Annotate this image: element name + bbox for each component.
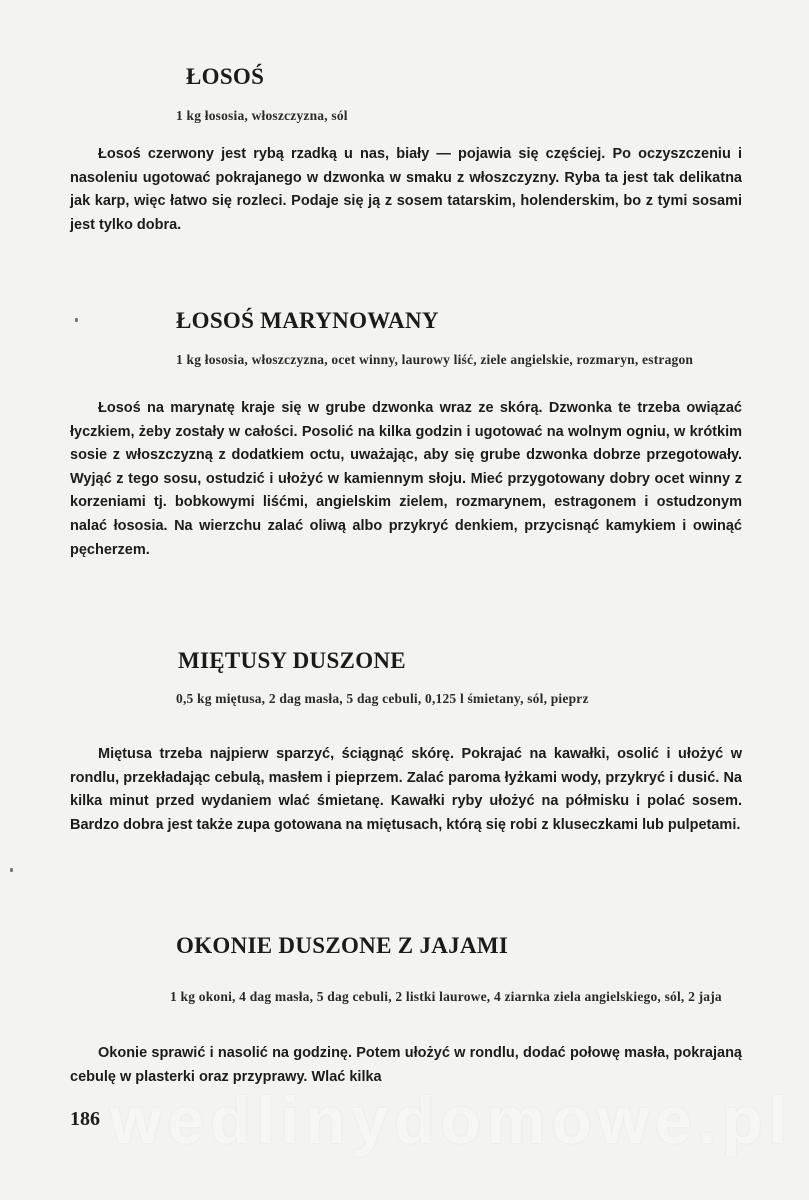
recipe-ingredients-mietusy-duszone: 0,5 kg miętusa, 2 dag masła, 5 dag cebuli, 0,125 l śmietany, sól, pieprz <box>176 691 589 706</box>
page-number: 186 <box>70 1108 100 1130</box>
recipe-ingredients-okonie-duszone: 1 kg okoni, 4 dag masła, 5 dag cebuli, 2 listki laurowe, 4 ziarnka ziela angielskiego, sól, 2 jaja <box>170 989 722 1004</box>
recipe-ingredients-losos: 1 kg łososia, włoszczyzna, sól <box>176 108 348 123</box>
recipe-title-losos: ŁOSOŚ <box>186 64 265 89</box>
recipe-title-okonie-duszone: OKONIE DUSZONE Z JAJAMI <box>176 933 509 958</box>
watermark-text: wedlinydomowe.pl <box>110 1083 793 1157</box>
recipe-title-losos-marynowany: ŁOSOŚ MARYNOWANY <box>176 308 439 333</box>
recipe-ingredients-losos-marynowany: 1 kg łososia, włoszczyzna, ocet winny, laurowy liść, ziele angielskie, rozmaryn, estragon <box>176 352 694 367</box>
recipe-text-losos-marynowany: Łosoś na marynatę kraje się w grube dzwonka wraz ze skórą. Dzwonka te trzeba owiązać łyczkiem, żeby zostały w całości. Posolić na kilka godzin i ugotować na wolnym ogniu, w krótkim sosie z włoszczyzną z dodatkiem octu, uważając, aby się grube dzwonka dobrze przegotowały. Wyjąć z tego sosu, ostudzić i ułożyć w kamiennym słoju. Mieć przygotowany dobry ocet winny z korzeniami tj. bobkowymi liśćmi, angielskim zielem, rozmarynem, estragonem i ostudzonym nalać łososia. Na wierzchu zalać oliwą albo przykryć denkiem, przycisnąć kamykiem i owinąć pęcherzem. <box>70 400 742 558</box>
print-speck <box>10 868 13 872</box>
recipe-text-okonie-duszone: Okonie sprawić i nasolić na godzinę. Potem ułożyć w rondlu, dodać połowę masła, pokrajaną cebulę w plasterki oraz przyprawy. Wlać kilka <box>70 1045 742 1085</box>
print-speck <box>75 318 78 322</box>
recipe-title-mietusy-duszone: MIĘTUSY DUSZONE <box>178 648 406 673</box>
recipe-text-mietusy-duszone: Miętusa trzeba najpierw sparzyć, ściągnąć skórę. Pokrajać na kawałki, osolić i ułożyć w rondlu, przekładając cebulą, masłem i pieprzem. Zalać paroma łyżkami wody, przykryć i dusić. Na kilka minut przed wydaniem wlać śmietanę. Kawałki ryby ułożyć na półmisku i polać sosem. Bardzo dobra jest także zupa gotowana na miętusach, którą się robi z kluseczkami lub pulpetami. <box>70 746 742 833</box>
recipe-text-losos: Łosoś czerwony jest rybą rzadką u nas, biały — pojawia się częściej. Po oczyszczeniu i nasoleniu ugotować pokrajanego w dzwonka w smaku z włoszczyzny. Ryba ta jest tak delikatna jak karp, więc łatwo się rozleci. Podaje się ją z sosem tatarskim, holenderskim, bo z tymi sosami jest tylko dobra. <box>70 146 742 233</box>
